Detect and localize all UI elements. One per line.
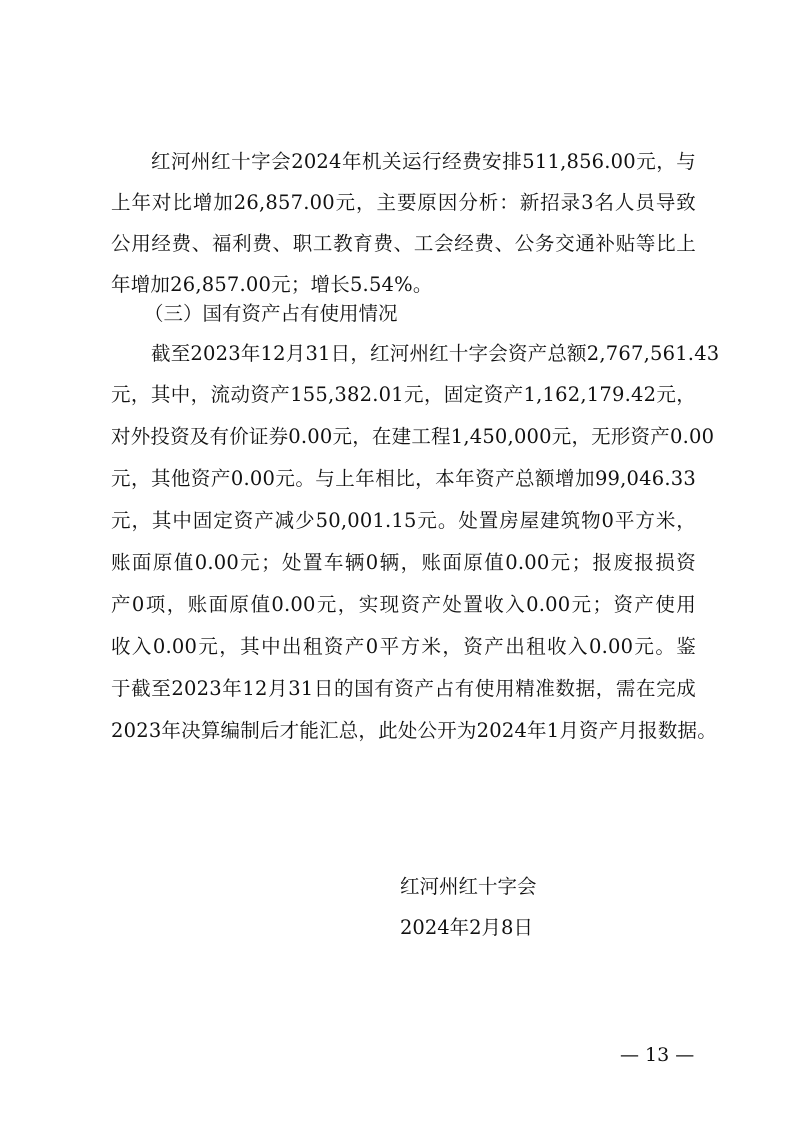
paragraph-line: 截至2023年12月31日，红河州红十字会资产总额2,767,561.43 — [151, 342, 720, 365]
paragraph-line: 于截至2023年12月31日的国有资产占有使用精准数据，需在完成 — [111, 677, 696, 700]
paragraph-line: 收入0.00元，其中出租资产0平方米，资产出租收入0.00元。鉴 — [111, 635, 696, 658]
paragraph-line: 账面原值0.00元；处置车辆0辆，账面原值0.00元；报废报损资 — [111, 551, 696, 574]
signature-organization: 红河州红十字会 — [400, 875, 537, 898]
paragraph-line: 元，其中，流动资产155,382.01元，固定资产1,162,179.42元， — [111, 383, 696, 406]
paragraph-line: 红河州红十字会2024年机关运行经费安排511,856.00元，与 — [151, 150, 696, 173]
signature-date: 2024年2月8日 — [400, 916, 533, 939]
section-heading: （三）国有资产占有使用情况 — [144, 302, 398, 325]
paragraph-line: 2023年决算编制后才能汇总，此处公开为2024年1月资产月报数据。 — [111, 719, 717, 742]
paragraph-line: 产0项，账面原值0.00元，实现资产处置收入0.00元；资产使用 — [111, 593, 696, 616]
paragraph-line: 对外投资及有价证券0.00元，在建工程1,450,000元，无形资产0.00 — [111, 425, 715, 448]
paragraph-line: 上年对比增加26,857.00元，主要原因分析：新招录3名人员导致 — [111, 191, 696, 214]
paragraph-line: 元，其中固定资产减少50,001.15元。处置房屋建筑物0平方米， — [111, 509, 696, 532]
paragraph-line: 元，其他资产0.00元。与上年相比，本年资产总额增加99,046.33 — [111, 467, 696, 490]
paragraph-line: 年增加26,857.00元；增长5.54%。 — [111, 273, 433, 296]
page-number: — 13 — — [620, 1044, 695, 1066]
paragraph-line: 公用经费、福利费、职工教育费、工会经费、公务交通补贴等比上 — [111, 232, 696, 255]
